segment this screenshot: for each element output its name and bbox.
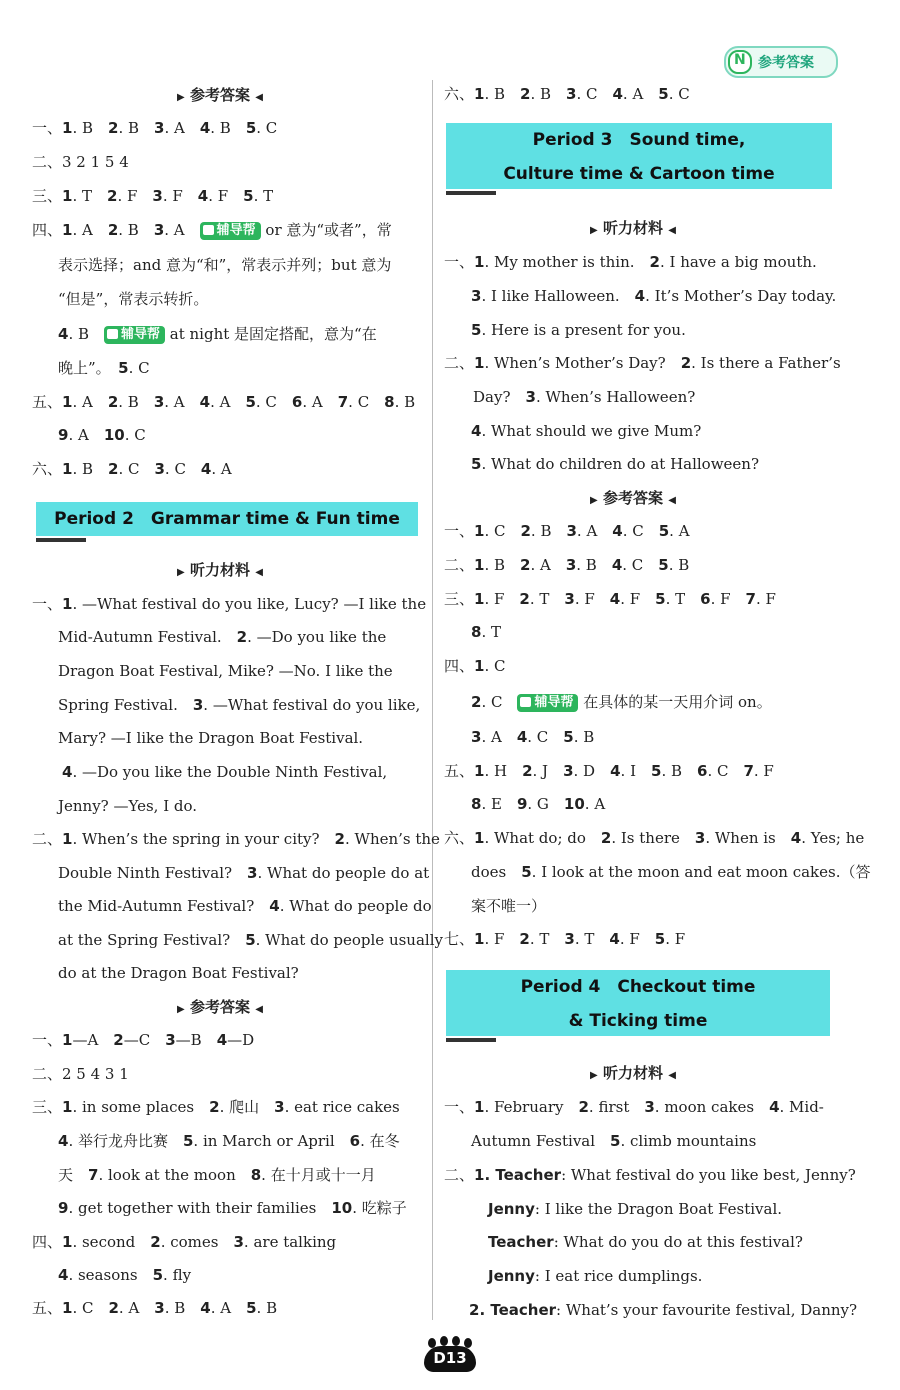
answer-line: 五、1. H 2. J 3. D 4. I 5. B 6. C 7. F (444, 762, 774, 780)
column-divider (432, 80, 433, 1320)
answer-line: 五、1. C 2. A 3. B 4. A 5. B (32, 1299, 278, 1317)
book-icon (520, 697, 531, 707)
listening-line: Jenny? —Yes, I do. (58, 797, 198, 815)
listening-line: 二、1. When’s the spring in your city? 2. When’s the (32, 830, 440, 848)
listening-line: Spring Festival. 3. —What festival do you like, (58, 696, 421, 714)
period-banner: Period 4 Checkout time & Ticking time (446, 970, 830, 1036)
answer-line: 四、1. A 2. B 3. A 辅导帮 or 意为“或者”，常 (32, 221, 392, 239)
listening-line: 2. Teacher: What’s your favourite festival, Danny? (469, 1301, 858, 1319)
listening-line: 一、1. February 2. first 3. moon cakes 4. Mid- (444, 1098, 824, 1116)
answer-line: does 5. I look at the moon and eat moon cakes.（答 (471, 863, 871, 881)
section-heading: ▶ 参考答案 ◀ (177, 86, 263, 104)
answer-line: 二、3 2 1 5 4 (32, 153, 129, 171)
answer-line: 天 7. look at the moon 8. 在十月或十一月 (58, 1166, 376, 1184)
answer-line: 3. A 4. C 5. B (471, 728, 595, 746)
answer-line: 六、1. B 2. B 3. C 4. A 5. C (444, 85, 690, 103)
book-icon (107, 329, 118, 339)
answer-line: 一、1—A 2—C 3—B 4—D (32, 1031, 255, 1049)
answer-line: 六、1. What do; do 2. Is there 3. When is 4. Yes; he (444, 829, 865, 847)
listening-line: Dragon Boat Festival, Mike? —No. I like the (58, 662, 393, 680)
answer-line: 8. T (471, 623, 501, 641)
answer-line: 四、1. second 2. comes 3. are talking (32, 1233, 337, 1251)
section-heading: ▶ 参考答案 ◀ (590, 489, 676, 507)
listening-line: Jenny: I like the Dragon Boat Festival. (488, 1200, 783, 1218)
answer-line: 4. seasons 5. fly (58, 1266, 192, 1284)
section-heading: ▶ 参考答案 ◀ (177, 998, 263, 1016)
page-number: D13 (420, 1336, 480, 1376)
listening-line: 3. I like Halloween. 4. It’s Mother’s Day today. (471, 287, 837, 305)
answer-line: 七、1. F 2. T 3. T 4. F 5. F (444, 930, 686, 948)
answer-line: “但是”，常表示转折。 (58, 290, 209, 308)
answer-line: 四、1. C (444, 657, 506, 675)
answer-line: 8. E 9. G 10. A (471, 795, 606, 813)
answer-line: 二、2 5 4 3 1 (32, 1065, 129, 1083)
listening-line: 一、1. My mother is thin. 2. I have a big mouth. (444, 253, 817, 271)
answer-line: 三、1. in some places 2. 爬山 3. eat rice cakes (32, 1098, 400, 1116)
answer-line: 表示选择；and 意为“和”，常表示并列；but 意为 (58, 256, 392, 274)
answer-line: 4. B 辅导帮 at night 是固定搭配，意为“在 (58, 325, 377, 343)
section-heading: ▶ 听力材料 ◀ (590, 1064, 676, 1082)
answer-line: 一、1. B 2. B 3. A 4. B 5. C (32, 119, 278, 137)
answer-line: 晚上”。 5. C (58, 359, 150, 377)
answer-line: 9. A 10. C (58, 426, 146, 444)
listening-line: Teacher: What do you do at this festival? (488, 1233, 803, 1251)
tutor-badge: 辅导帮 (104, 326, 165, 344)
answer-line: 2. C 辅导帮 在具体的某一天用介词 on。 (471, 693, 772, 711)
listening-line: the Mid-Autumn Festival? 4. What do people do (58, 897, 432, 915)
listening-line: 4. What should we give Mum? (471, 422, 702, 440)
listening-line: Day? 3. When’s Halloween? (473, 388, 696, 406)
listening-line: at the Spring Festival? 5. What do people usually (58, 931, 443, 949)
period-banner: Period 3 Sound time, Culture time & Cartoon time (446, 123, 832, 189)
listening-line: Mid-Autumn Festival. 2. —Do you like the (58, 628, 387, 646)
listening-line: 一、1. —What festival do you like, Lucy? —I like the (32, 595, 427, 613)
listening-line: 4. —Do you like the Double Ninth Festival, (62, 763, 388, 781)
answer-line: 三、1. F 2. T 3. F 4. F 5. T 6. F 7. F (444, 590, 776, 608)
listening-line: 5. What do children do at Halloween? (471, 455, 760, 473)
listening-line: 5. Here is a present for you. (471, 321, 686, 339)
period-banner: Period 2 Grammar time & Fun time (36, 502, 418, 536)
answer-line: 案不唯一） (471, 897, 547, 915)
section-heading: ▶ 听力材料 ◀ (590, 219, 676, 237)
listening-line: Jenny: I eat rice dumplings. (488, 1267, 703, 1285)
listening-line: do at the Dragon Boat Festival? (58, 964, 299, 982)
tutor-badge: 辅导帮 (517, 694, 578, 712)
answer-line: 一、1. C 2. B 3. A 4. C 5. A (444, 522, 690, 540)
listening-line: Mary? —I like the Dragon Boat Festival. (58, 729, 364, 747)
answer-line: 六、1. B 2. C 3. C 4. A (32, 460, 232, 478)
answer-line: 4. 举行龙舟比赛 5. in March or April 6. 在冬 (58, 1132, 400, 1150)
answer-key-tag (724, 46, 838, 78)
section-heading: ▶ 听力材料 ◀ (177, 561, 263, 579)
listening-line: Autumn Festival 5. climb mountains (471, 1132, 757, 1150)
answer-line: 三、1. T 2. F 3. F 4. F 5. T (32, 187, 274, 205)
listening-line: Double Ninth Festival? 3. What do people do at (58, 864, 430, 882)
listening-line: 二、1. Teacher: What festival do you like best, Jenny? (444, 1166, 856, 1184)
answer-key-tag-label: 参考答案 (758, 55, 814, 71)
logo-icon: N (728, 50, 752, 74)
answer-line: 二、1. B 2. A 3. B 4. C 5. B (444, 556, 690, 574)
listening-line: 二、1. When’s Mother’s Day? 2. Is there a Father’s (444, 354, 841, 372)
book-icon (203, 225, 214, 235)
tutor-badge: 辅导帮 (200, 222, 261, 240)
answer-line: 9. get together with their families 10. 吃粽子 (58, 1199, 407, 1217)
answer-line: 五、1. A 2. B 3. A 4. A 5. C 6. A 7. C 8. B (32, 393, 416, 411)
